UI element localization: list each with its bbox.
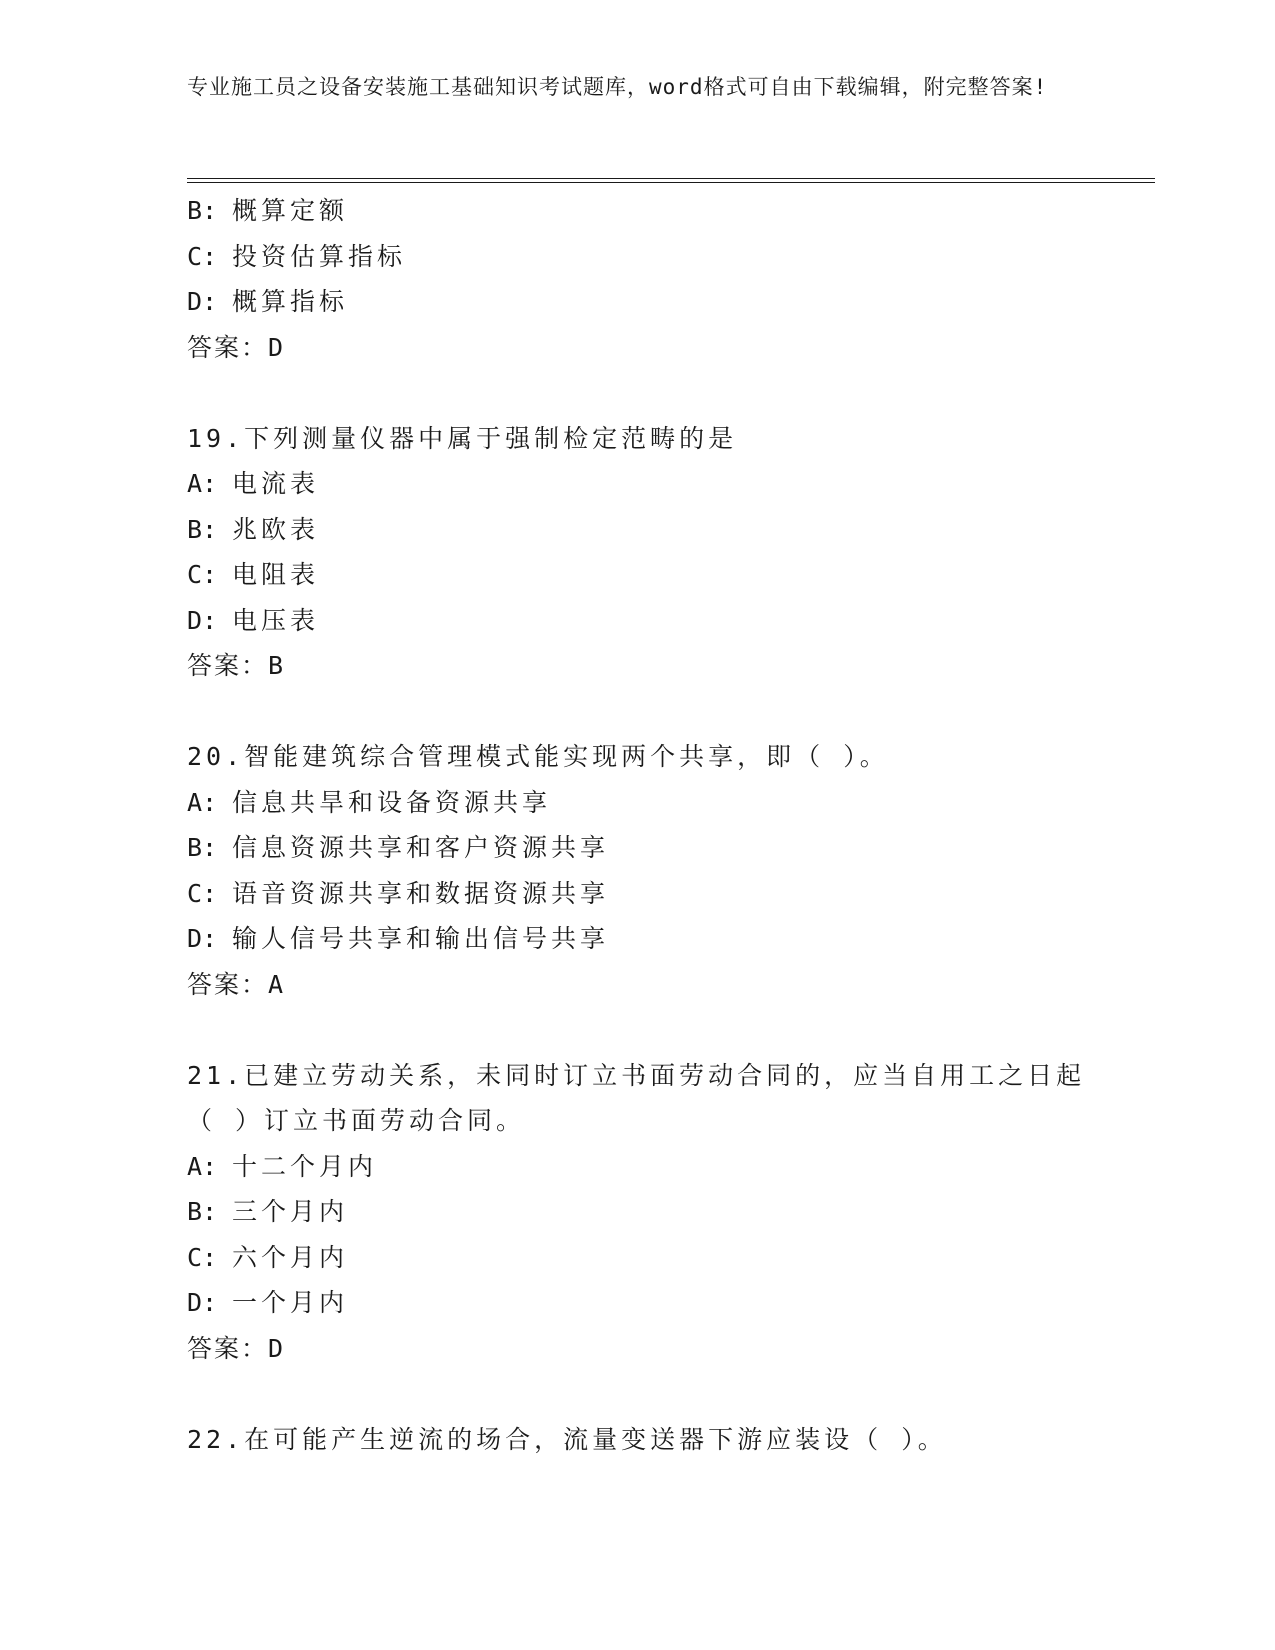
question-stem: 21.已建立劳动关系，未同时订立书面劳动合同的，应当自用工之日起: [187, 1060, 1086, 1090]
option-c: C: 语音资源共享和数据资源共享: [187, 878, 610, 908]
option-d: D: 输人信号共享和输出信号共享: [187, 924, 610, 953]
option-b: B: 概算定额: [187, 196, 349, 225]
option-d: D: 电压表: [187, 605, 320, 635]
question-list: [187, 188, 1127, 1462]
option-c: C: 投资估算指标: [187, 241, 407, 271]
question-block-22: [187, 1417, 1127, 1463]
question-block-21: [187, 1053, 1127, 1372]
spacer: [187, 1007, 1127, 1053]
option-a: A: 信息共旱和设备资源共享: [187, 787, 552, 817]
option-b: B: 信息资源共享和客户资源共享: [187, 833, 610, 862]
question-stem: 22.在可能产生逆流的场合，流量变送器下游应装设（ ）。: [187, 1424, 947, 1454]
question-stem-continued: （ ）订立书面劳动合同。: [187, 1106, 526, 1135]
header-text: 专业施工员之设备安装施工基础知识考试题库，word格式可自由下载编辑，附完整答案!: [187, 75, 1048, 99]
question-stem: 20.智能建筑综合管理模式能实现两个共享，即（ ）。: [187, 742, 889, 771]
question-block-20: [187, 734, 1127, 1007]
answer-line: 答案：D: [187, 332, 286, 362]
option-c: C: 六个月内: [187, 1242, 349, 1272]
option-a: A: 电流表: [187, 469, 320, 498]
answer-line: 答案：D: [187, 1333, 286, 1363]
document-header: [187, 70, 1067, 104]
answer-line: 答案：A: [187, 969, 286, 999]
answer-line: 答案：B: [187, 651, 286, 680]
question-block-18-tail: [187, 188, 1127, 370]
option-c: C: 电阻表: [187, 560, 320, 589]
option-b: B: 兆欧表: [187, 514, 320, 544]
question-stem: 19.下列测量仪器中属于强制检定范畴的是: [187, 423, 738, 453]
option-d: D: 一个月内: [187, 1288, 349, 1317]
header-double-rule: [187, 178, 1155, 183]
question-block-19: [187, 416, 1127, 689]
spacer: [187, 1371, 1127, 1417]
option-b: B: 三个月内: [187, 1197, 349, 1226]
spacer: [187, 370, 1127, 416]
spacer: [187, 689, 1127, 735]
option-a: A: 十二个月内: [187, 1151, 378, 1181]
option-d: D: 概算指标: [187, 287, 349, 316]
